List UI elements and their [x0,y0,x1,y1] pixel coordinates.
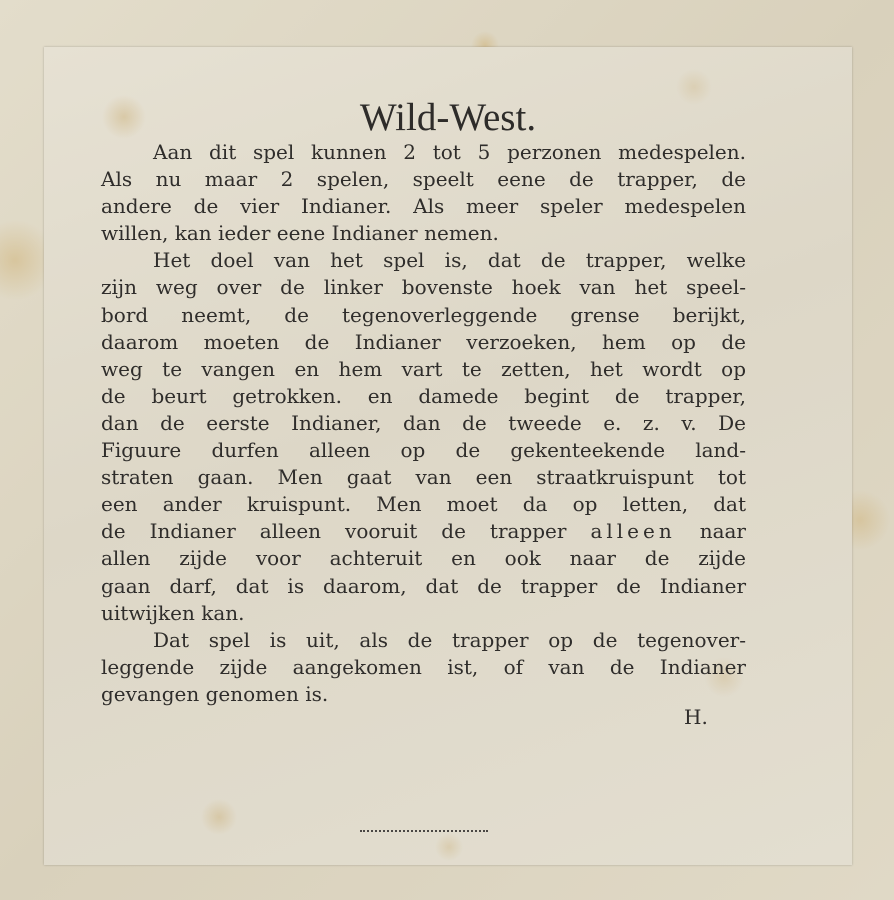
text-line: uitwijken kan. [101,600,245,625]
text-segment: naar [675,519,746,544]
text-line: Aan dit spel kunnen 2 tot 5 perzonen medespelen. [153,140,746,164]
text-line: allen zijde voor achteruit en ook naar de zijde [101,546,746,571]
text-line: weg te vangen en hem vart te zetten, het wordt op [101,356,746,381]
text-line: de beurt getrokken. en damede begint de trapper, [101,383,746,408]
text-line: Het doel van het spel is, dat de trapper, welke [153,248,746,273]
text-line: willen, kan ieder eene Indianer nemen. [101,221,499,246]
text-segment: de Indianer alleen vooruit de trapper [101,519,591,544]
document-body [101,139,746,708]
text-line: andere de vier Indianer. Als meer speler medespelen [101,194,746,219]
emphasized-word: alleen [590,519,676,544]
text-line: gevangen genomen is. [101,681,329,706]
document-title: Wild-West. [359,96,537,139]
signature: H. [684,705,708,729]
text-line: gaan darf, dat is daarom, dat de trapper de Indianer [101,573,746,598]
text-line: Als nu maar 2 spelen, speelt eene de trapper, de [101,167,746,192]
text-line [101,518,746,545]
instruction-sheet [44,47,852,865]
text-line: Figuure durfen alleen op de gekenteekende land- [101,438,746,463]
text-line: een ander kruispunt. Men moet da op letten, dat [101,492,746,517]
text-line: leggende zijde aangekomen ist, of van de Indianer [101,654,746,679]
text-line: bord neemt, de tegenoverleggende grense berijkt, [101,302,746,327]
text-line: zijn weg over de linker bovenste hoek van het speel- [101,275,746,300]
text-line: dan de eerste Indianer, dan de tweede e. z. v. De [101,410,746,435]
text-line: daarom moeten de Indianer verzoeken, hem op de [101,329,746,354]
text-line: Dat spel is uit, als de trapper op de tegenover- [153,627,746,652]
dotted-rule [360,830,488,832]
text-line: straten gaan. Men gaat van een straatkruispunt tot [101,465,746,490]
